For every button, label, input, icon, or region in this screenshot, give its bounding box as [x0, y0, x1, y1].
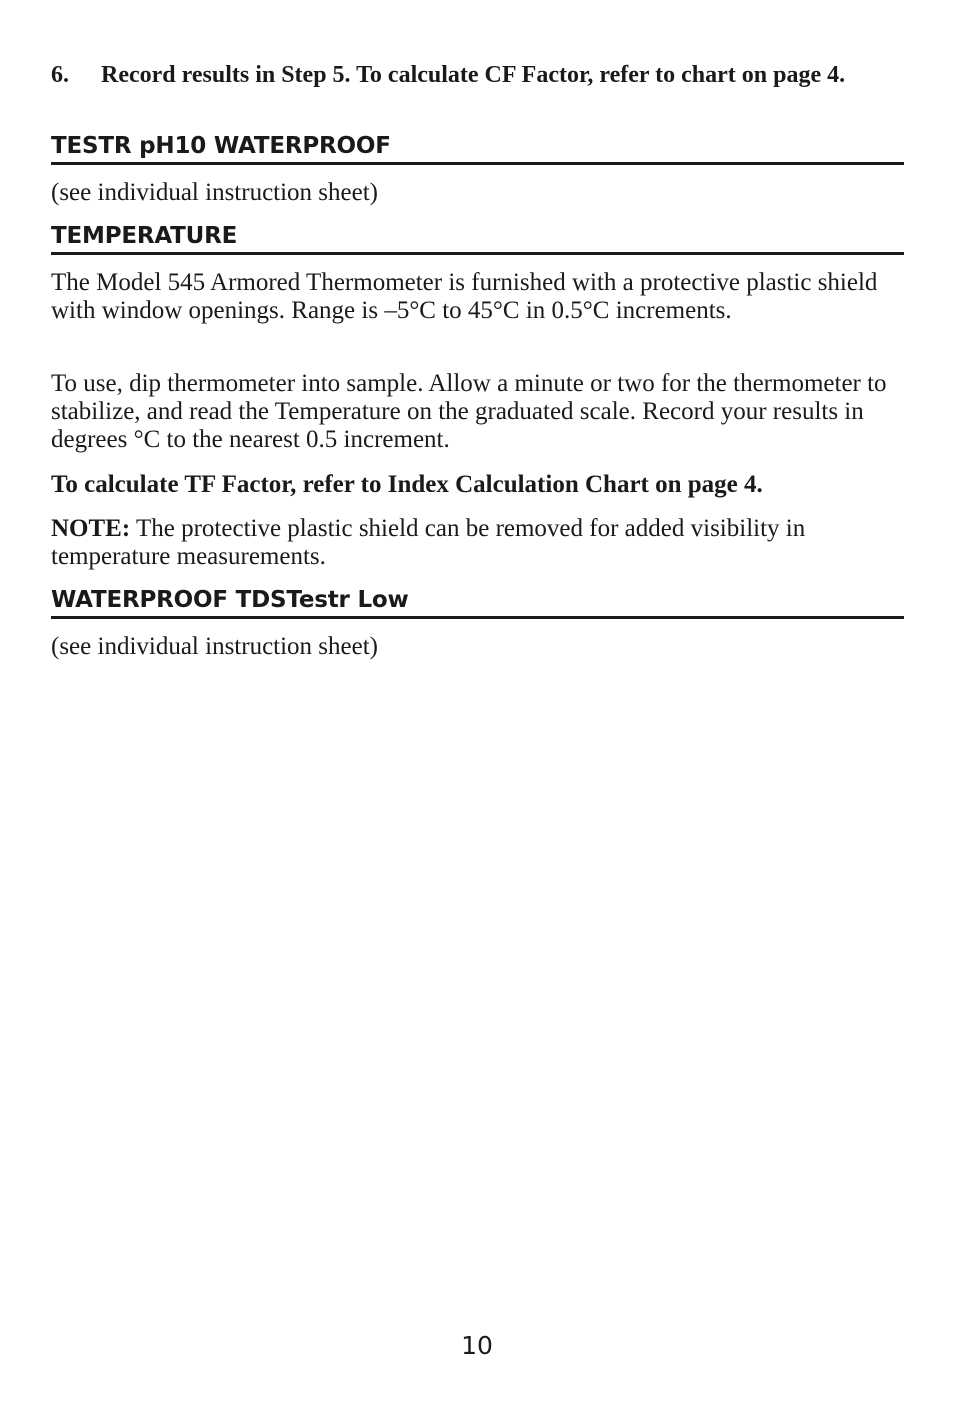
temperature-para-2: To use, dip thermometer into sample. Allow a minute or two for the thermometer to stabilize, and read the Temperature on the graduated scale. Record your results in degrees °C to the nearest 0.5 increment.: [51, 370, 887, 453]
temperature-tf-factor-note: To calculate TF Factor, refer to Index Calculation Chart on page 4.: [51, 471, 763, 498]
testr-ph10-body: (see individual instruction sheet): [51, 179, 379, 206]
note-label: NOTE:: [51, 515, 131, 542]
step-number: 6.: [51, 62, 69, 88]
temperature-para-1: The Model 545 Armored Thermometer is furnished with a protective plastic shield with window openings. Range is –5°C to 45°C in 0.5°C increments.: [51, 269, 878, 324]
heading-testr-ph10: TESTR pH10 WATERPROOF: [51, 132, 904, 165]
heading-tdstestr-low: WATERPROOF TDSTestr Low: [51, 586, 904, 619]
step-6: [51, 61, 904, 90]
page-number: 10: [461, 1331, 493, 1360]
step-text: Record results in Step 5. To calculate CF Factor, refer to chart on page 4.: [101, 62, 846, 88]
tdstestr-low-body: (see individual instruction sheet): [51, 633, 379, 660]
heading-temperature: TEMPERATURE: [51, 222, 904, 255]
temperature-note: [51, 515, 904, 571]
note-text: The protective plastic shield can be removed for added visibility in temperature measurements.: [51, 515, 806, 570]
